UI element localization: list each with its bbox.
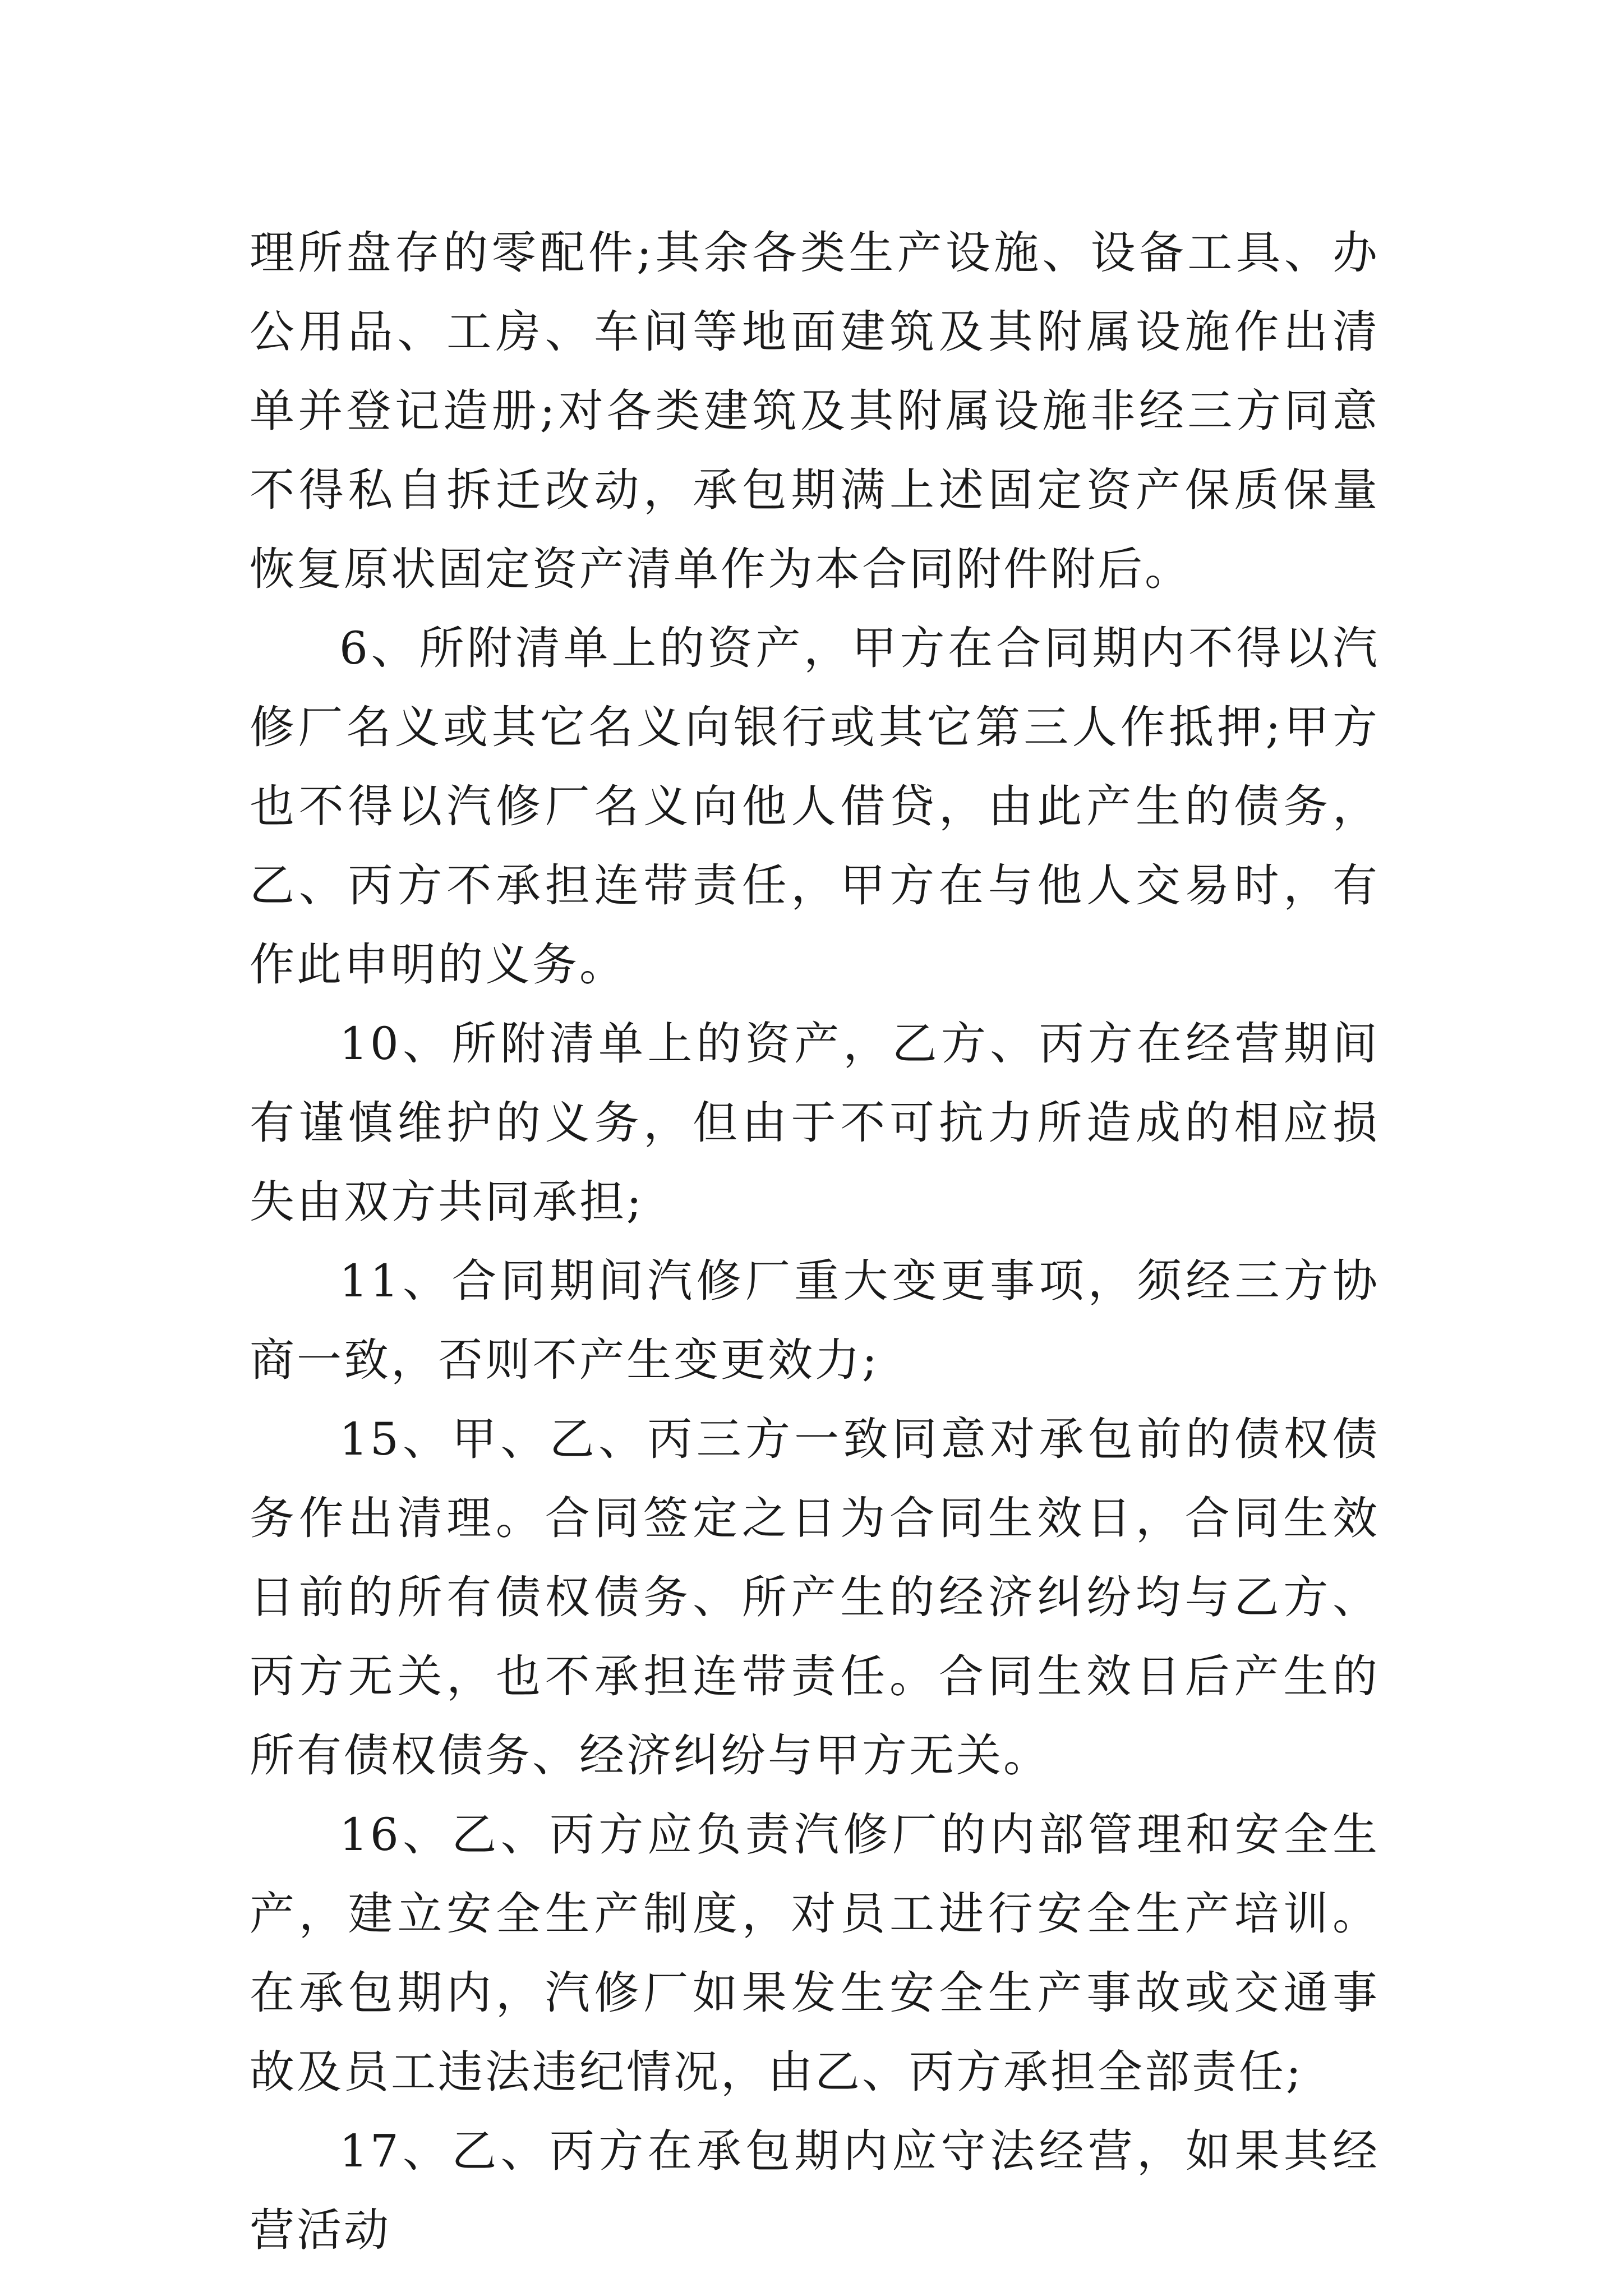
paragraph-clause-17: 17、乙、丙方在承包期内应守法经营，如果其经营活动 [250,2125,1380,2256]
paragraph-clause-10: 10、所附清单上的资产，乙方、丙方在经营期间有谨慎维护的义务，但由于不可抗力所造成的相应损失由双方共同承担; [250,1018,1380,1228]
contract-body [250,213,1380,2270]
paragraph-continued: 理所盘存的零配件;其余各类生产设施、设备工具、办公用品、工房、车间等地面建筑及其附属设施作出清单并登记造册;对各类建筑及其附属设施非经三方同意不得私自拆迁改动，承包期满上述固定资产保质保量恢复原状固定资产清单作为本合同附件附后。 [250,227,1380,595]
paragraph-clause-15: 15、甲、乙、丙三方一致同意对承包前的债权债务作出清理。合同签定之日为合同生效日，合同生效日前的所有债权债务、所产生的经济纠纷均与乙方、丙方无关，也不承担连带责任。合同生效日后产生的所有债权债务、经济纠纷与甲方无关。 [250,1413,1380,1782]
paragraph-clause-6: 6、所附清单上的资产，甲方在合同期内不得以汽修厂名义或其它名义向银行或其它第三人作抵押;甲方也不得以汽修厂名义向他人借贷，由此产生的债务，乙、丙方不承担连带责任，甲方在与他人交易时，有作此申明的义务。 [250,622,1380,991]
paragraph-clause-11: 11、合同期间汽修厂重大变更事项，须经三方协商一致，否则不产生变更效力; [250,1255,1380,1386]
paragraph-clause-16: 16、乙、丙方应负责汽修厂的内部管理和安全生产，建立安全生产制度，对员工进行安全生产培训。在承包期内，汽修厂如果发生安全生产事故或交通事故及员工违法违纪情况，由乙、丙方承担全部责任; [250,1809,1380,2098]
